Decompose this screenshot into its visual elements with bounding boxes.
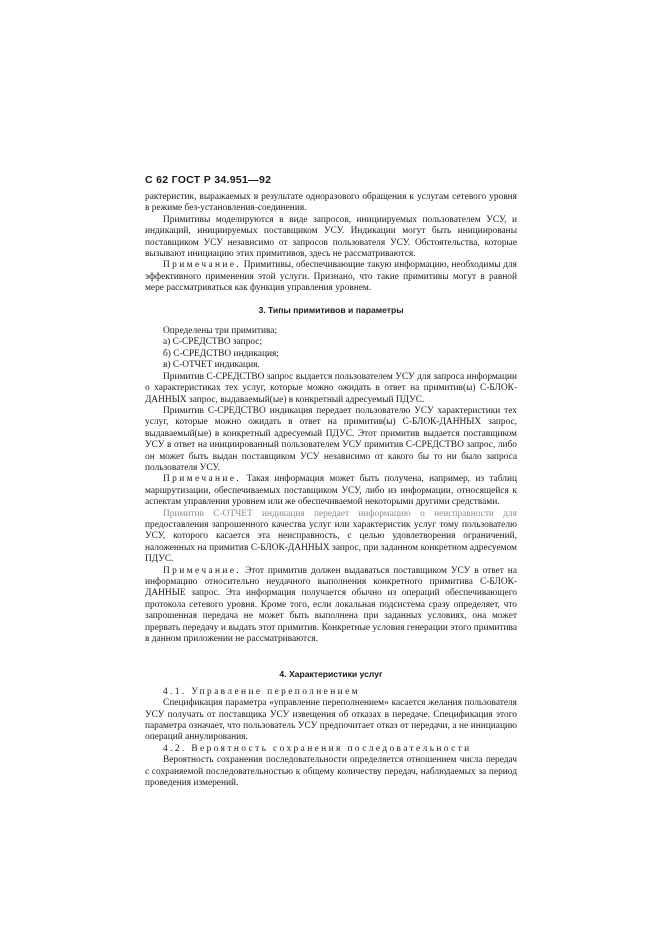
subsection-4-1-text: Спецификация параметра «управление переполнением» касается желания пользователя УСУ получать от поставщика УСУ извещения об отказах в передаче. Спецификация этого параметра означает, что пользователь УСУ предпочитает отказ от передачи, а не инициацию операций аннулирования. [145, 698, 517, 743]
paragraph-request: Примитив С-СРЕДСТВО запрос выдается пользователем УСУ для запроса информации о характеристиках тех услуг, которые можно ожидать в ответ на примитив(ы) С-БЛОК-ДАННЫХ запрос, выдаваемый(ые) в конкретный адресуемый ПДУС. [145, 371, 517, 405]
list-item-c: в) С-ОТЧЕТ индикация. [163, 360, 260, 371]
subsection-4-1-title-text: 4.1. Управление переполнением [163, 686, 360, 697]
paragraph-intro: рактеристик, выражаемых в результате одноразового обращения к услугам сетевого уровня в режиме без-установления-соединения. [145, 192, 517, 214]
subsection-4-2-title-text: 4.2. Вероятность сохранения последовательности [163, 743, 472, 754]
note-1-label: Примечание. [163, 260, 242, 271]
paragraph-indication: Примитив С-СРЕДСТВО индикация передает пользователю УСУ характеристики тех услуг, которые можно ожидать в ответ на примитив(ы) С-БЛОК-ДАННЫХ запрос, выдаваемый(ые) в конкретный адресуемый ПДУС. Этот примитив выдается поставщиком УСУ в ответ на инициированный пользователем УСУ примитив С-СРЕДСТВО запрос, либо он может быть выдан поставщиком УСУ независимо от какого бы то ни было запроса пользователя УСУ. [145, 405, 517, 473]
subsection-4-2-text: Вероятность сохранения последовательности определяется отношением числа передач с сохраняемой последовательностью к общему количеству передач, наблюдаемых за период проведения измерений. [145, 755, 517, 789]
subsection-4-2-title [145, 744, 517, 755]
document-body [145, 192, 517, 790]
note-3-text: Этот примитив должен выдаваться поставщиком УСУ в ответ на информацию относительно неудачного выполнения конкретного примитива С-БЛОК-ДАННЫЕ запрос. Эта информация получается обычно из операций обеспечивающего протокола сетевого уровня. Кроме того, если локальная подсистема сразу определяет, что запрошенная передача не может быть выполнена при заданных условиях, она может прервать передачу и выдать этот примитив. Конкретные условия генерации этого примитива в данном приложении не рассматриваются. [145, 565, 517, 645]
paragraph-report [145, 509, 517, 566]
paragraph-defined: Определены три примитива; [163, 326, 278, 337]
paragraph-report-rest: предоставления запрошенного качества услуг или характеристик услуг тому пользователю УСУ, которого касается эта неисправность, с целью удовлетворения ограничений, наложенных на примитив С-БЛОК-ДАННЫХ запрос, при заданном конкретном адресуемом ПДУС. [145, 519, 517, 565]
paragraph-primitives: Примитивы моделируются в виде запросов, инициируемых пользователем УСУ, и индикаций, инициируемых поставщиком УСУ. Индикации могут быть инициированы поставщиком УСУ независимо от запросов пользователя УСУ. Обстоятельства, которые вызывают инициацию этих примитивов, здесь не рассматриваются. [145, 214, 517, 260]
section-4-title: 4. Характеристики услуг [279, 669, 383, 680]
section-3-title: 3. Типы примитивов и параметры [258, 304, 404, 315]
note-3-label: Примечание. [163, 565, 242, 576]
subsection-4-1-title [145, 687, 517, 698]
note-1 [145, 260, 517, 294]
page-header: С 62 ГОСТ Р 34.951—92 [145, 174, 272, 186]
note-2 [145, 474, 517, 508]
list-item-b: б) С-СРЕДСТВО индикация; [163, 348, 279, 359]
note-3 [145, 566, 517, 646]
paragraph-report-faded: Примитив С-ОТЧЕТ индикация передает информацию о неисправности для [163, 508, 517, 519]
note-2-label: Примечание. [163, 474, 242, 485]
note-2-text: Такая информация может быть получена, например, из таблиц маршрутизации, обеспечиваемых поставщиком УСУ, либо из информации, относящейся к аспектам управления уровнем или же обеспечиваемой некоторыми другими средствами. [145, 474, 517, 508]
list-item-a: а) С-СРЕДСТВО запрос; [163, 337, 263, 348]
note-1-text: Примитивы, обеспечивающие такую информацию, необходимы для эффективного применения этой услуги. Признано, что такие примитивы могут в равной мере рассматриваться как функция управления уровнем. [145, 260, 517, 294]
